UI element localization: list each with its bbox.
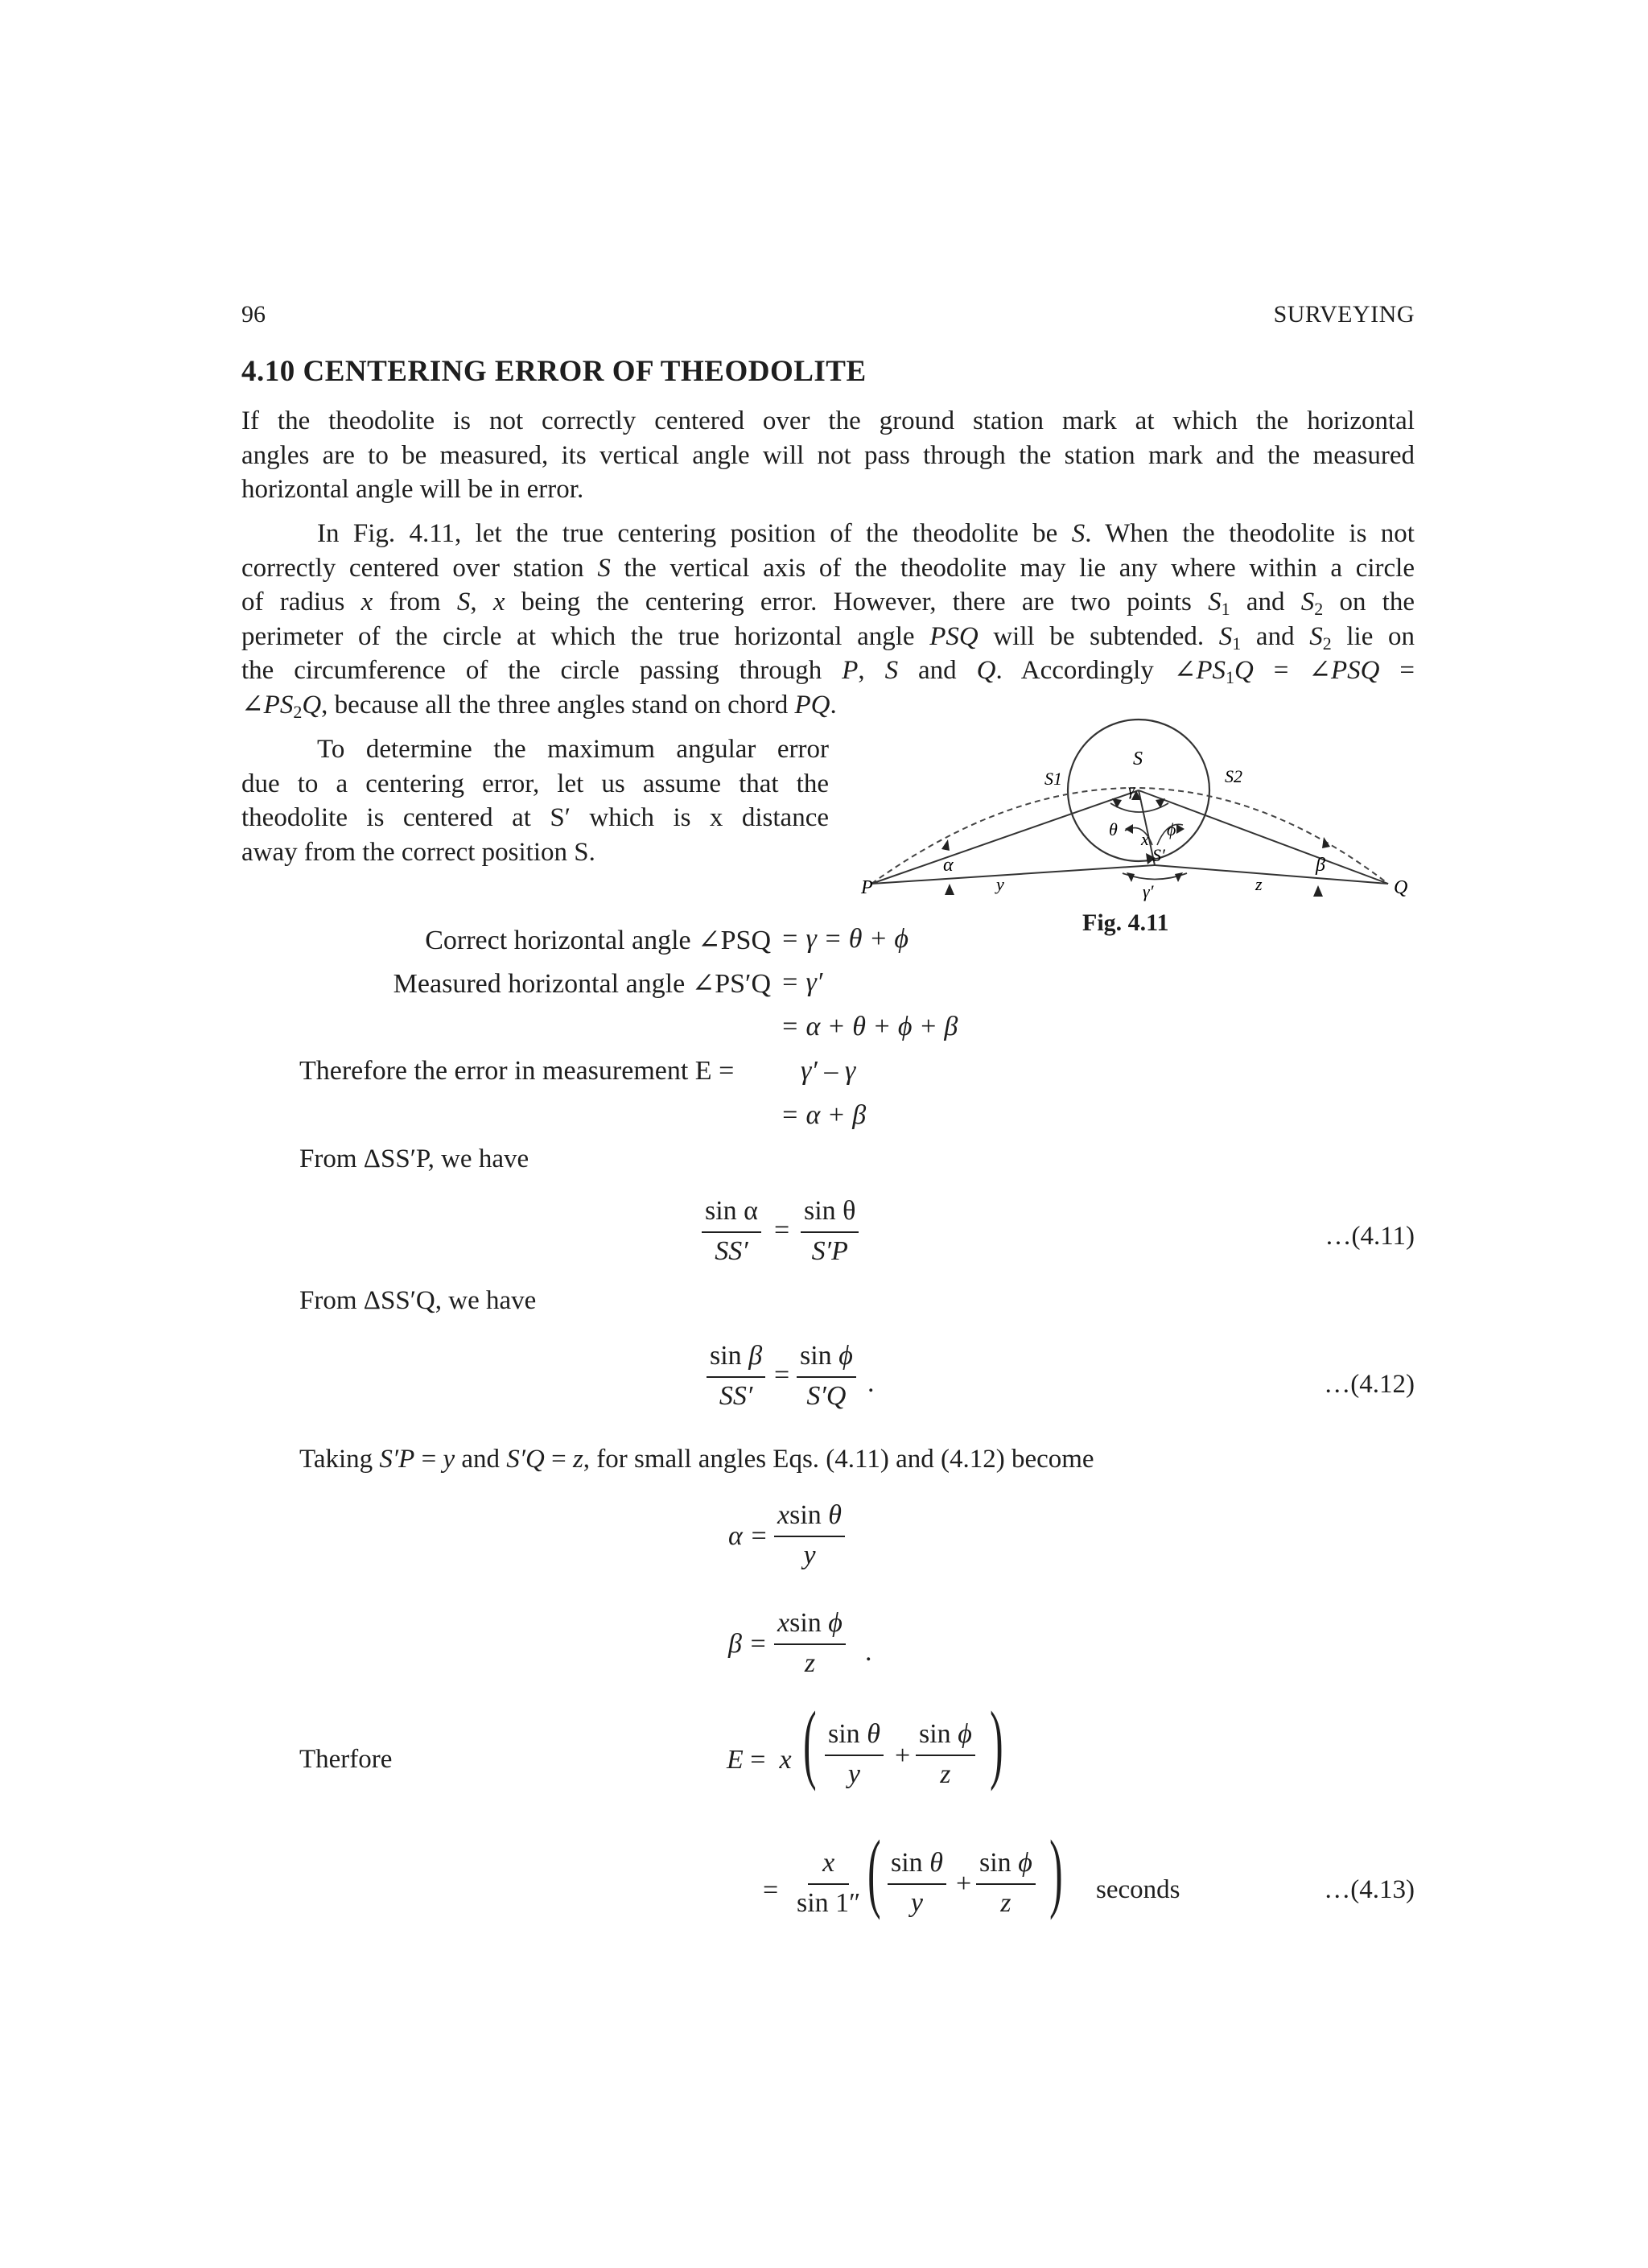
label-theta: θ [1109,819,1118,839]
paren-right: ) [1049,1822,1063,1920]
measured-angle-sum: = α + θ + ϕ + β [781,1012,958,1041]
paragraph-line: of radius x from S, x being the centering error. However, there are two points $S_1$ and $S_2$ on the [241,588,1415,620]
from-triangle-ssp: From ΔSS′P, we have [299,1144,529,1173]
label-phi: ϕ [1167,819,1176,839]
paragraph-line: If the theodolite is not correctly centered over the ground station mark at which the horizontal [241,406,1415,435]
fraction-sin-phi: $\frac{\text{sin ϕ}}{S'Q}$ [797,1341,856,1412]
paragraph-figure-ref [241,517,1415,723]
period: . [867,1368,875,1398]
paren-right: ) [990,1693,1003,1792]
fraction-x-over-sin1: $\frac{x}{\sin 1''}$ [797,1848,861,1918]
therefore-label: Therfore [299,1745,393,1774]
paragraph-intro [241,404,1415,507]
arrow-phi [1176,824,1184,834]
label-alpha: α [943,855,954,876]
arrow-gamma-left [1112,798,1122,808]
measured-angle-rhs: = γ′ [781,967,823,997]
measured-angle-label: Measured horizontal angle ∠PS′Q [393,969,771,999]
paragraph-line: correctly centered over station S the vertical axis of the theodolite may lie any where within a circle [241,553,1415,583]
paragraph-small-angles [299,1442,1241,1477]
label-P: P [861,877,873,898]
equation-number-4-12: …(4.12) [1324,1370,1415,1399]
label-S1: S1 [1044,769,1062,789]
line-PS [871,790,1139,884]
label-gamma: γ [1128,781,1135,799]
plus-sign: + [895,1741,911,1771]
running-title: SURVEYING [1273,301,1415,328]
fraction-sin-phi-over-z: $\frac{\text{sin ϕ}}{z}$ [916,1719,975,1790]
arrow-alpha-top [941,839,950,851]
label-gamma-prime: γ′ [1143,881,1154,901]
paragraph-line: due to a centering error, let us assume that the [241,769,829,798]
paren-left: ( [867,1822,881,1920]
label-Q: Q [1394,877,1408,898]
section-title: 4.10 CENTERING ERROR OF THEODOLITE [241,355,867,388]
arrow-alpha-bottom [945,884,954,895]
line-SprimeQ [1155,865,1388,884]
fraction-sin-theta-over-y: $\frac{\text{sin θ}}{y}$ [888,1848,946,1919]
from-triangle-ssq: From ΔSS′Q, we have [299,1286,537,1315]
label-S: S [1133,748,1143,769]
error-expression-lhs: E = x [727,1745,792,1775]
equals-sign: = [774,1215,790,1245]
error-rhs: γ′ – γ [801,1056,856,1086]
paragraph-line: perimeter of the circle at which the true horizontal angle PSQ will be subtended. $S_1$ and $S_2$ lie on [241,621,1415,654]
fraction-sin-beta: $\frac{\text{sin β}}{SS'}$ [707,1341,765,1412]
plus-sign: + [956,1869,972,1899]
paragraph-line: away from the correct position S. [241,837,595,867]
figure-caption: Fig. 4.11 [1082,909,1169,936]
equals-sign: = [774,1360,790,1390]
alpha-symbol: α = [728,1521,768,1551]
fraction-sin-theta: $\frac{\text{sin θ}}{S'P}$ [801,1196,859,1267]
paragraph-line: the circumference of the circle passing through P, S and Q. Accordingly $\angle PS_1Q$ = ∠PSQ = [241,656,1415,688]
paragraph-line: In Fig. 4.11, let the true centering position of the theodolite be S. When the theodolite is not [317,519,1415,548]
label-S-prime: S′ [1152,845,1165,865]
fraction-sin-theta-over-y: $\frac{\text{sin θ}}{y}$ [825,1719,884,1790]
beta-symbol: β = [728,1629,768,1659]
fraction-beta: $\frac{\text{xsin ϕ}}{z}$ [774,1608,846,1679]
fraction-sin-alpha: $\frac{\text{sin α}}{SS'}$ [702,1196,761,1267]
paragraph-line: To determine the maximum angular error [317,735,829,764]
error-sum: = α + β [781,1100,867,1130]
fraction-alpha: $\frac{\text{xsin θ}}{y}$ [774,1500,845,1571]
label-S2: S2 [1225,766,1242,786]
period: . [865,1637,872,1667]
label-beta: β [1316,855,1325,876]
paragraph-line: angles are to be measured, its vertical angle will not pass through the station mark and the measured [241,440,1415,470]
seconds-unit: seconds [1096,1875,1180,1904]
page-number: 96 [241,301,266,328]
paren-left: ( [803,1693,817,1792]
arrow-theta [1125,824,1133,834]
arrow-beta-bottom [1313,885,1323,897]
fraction-sin-phi-over-z: $\frac{\text{sin ϕ}}{z}$ [976,1848,1036,1919]
figure-centering-error [853,700,1416,942]
line-PSprime [871,865,1155,884]
label-x: x [1141,829,1149,849]
label-y: y [996,874,1004,894]
error-label: Therefore the error in measurement E = [299,1056,735,1086]
label-z: z [1255,874,1263,894]
arrow-gamma-right [1156,798,1165,808]
paragraph-line: $\angle PS_2Q$, because all the three angles stand on chord PQ. [241,690,837,722]
paragraph-line: horizontal angle will be in error. [241,475,584,505]
paragraph-assumption [241,732,829,869]
correct-angle-rhs: = γ = θ + ϕ [781,924,909,954]
paragraph-line: theodolite is centered at S′ which is x distance [241,803,829,833]
equals-sign: = [763,1875,779,1905]
equation-number-4-13: …(4.13) [1324,1875,1415,1904]
arrow-beta-top [1322,837,1330,848]
equation-number-4-11: …(4.11) [1325,1222,1415,1251]
paragraph-line: Taking S′P = y and S′Q = z, for small angles Eqs. (4.11) and (4.12) become [299,1445,1094,1474]
line-SQ [1139,790,1388,884]
correct-angle-label: Correct horizontal angle ∠PSQ [425,926,771,955]
